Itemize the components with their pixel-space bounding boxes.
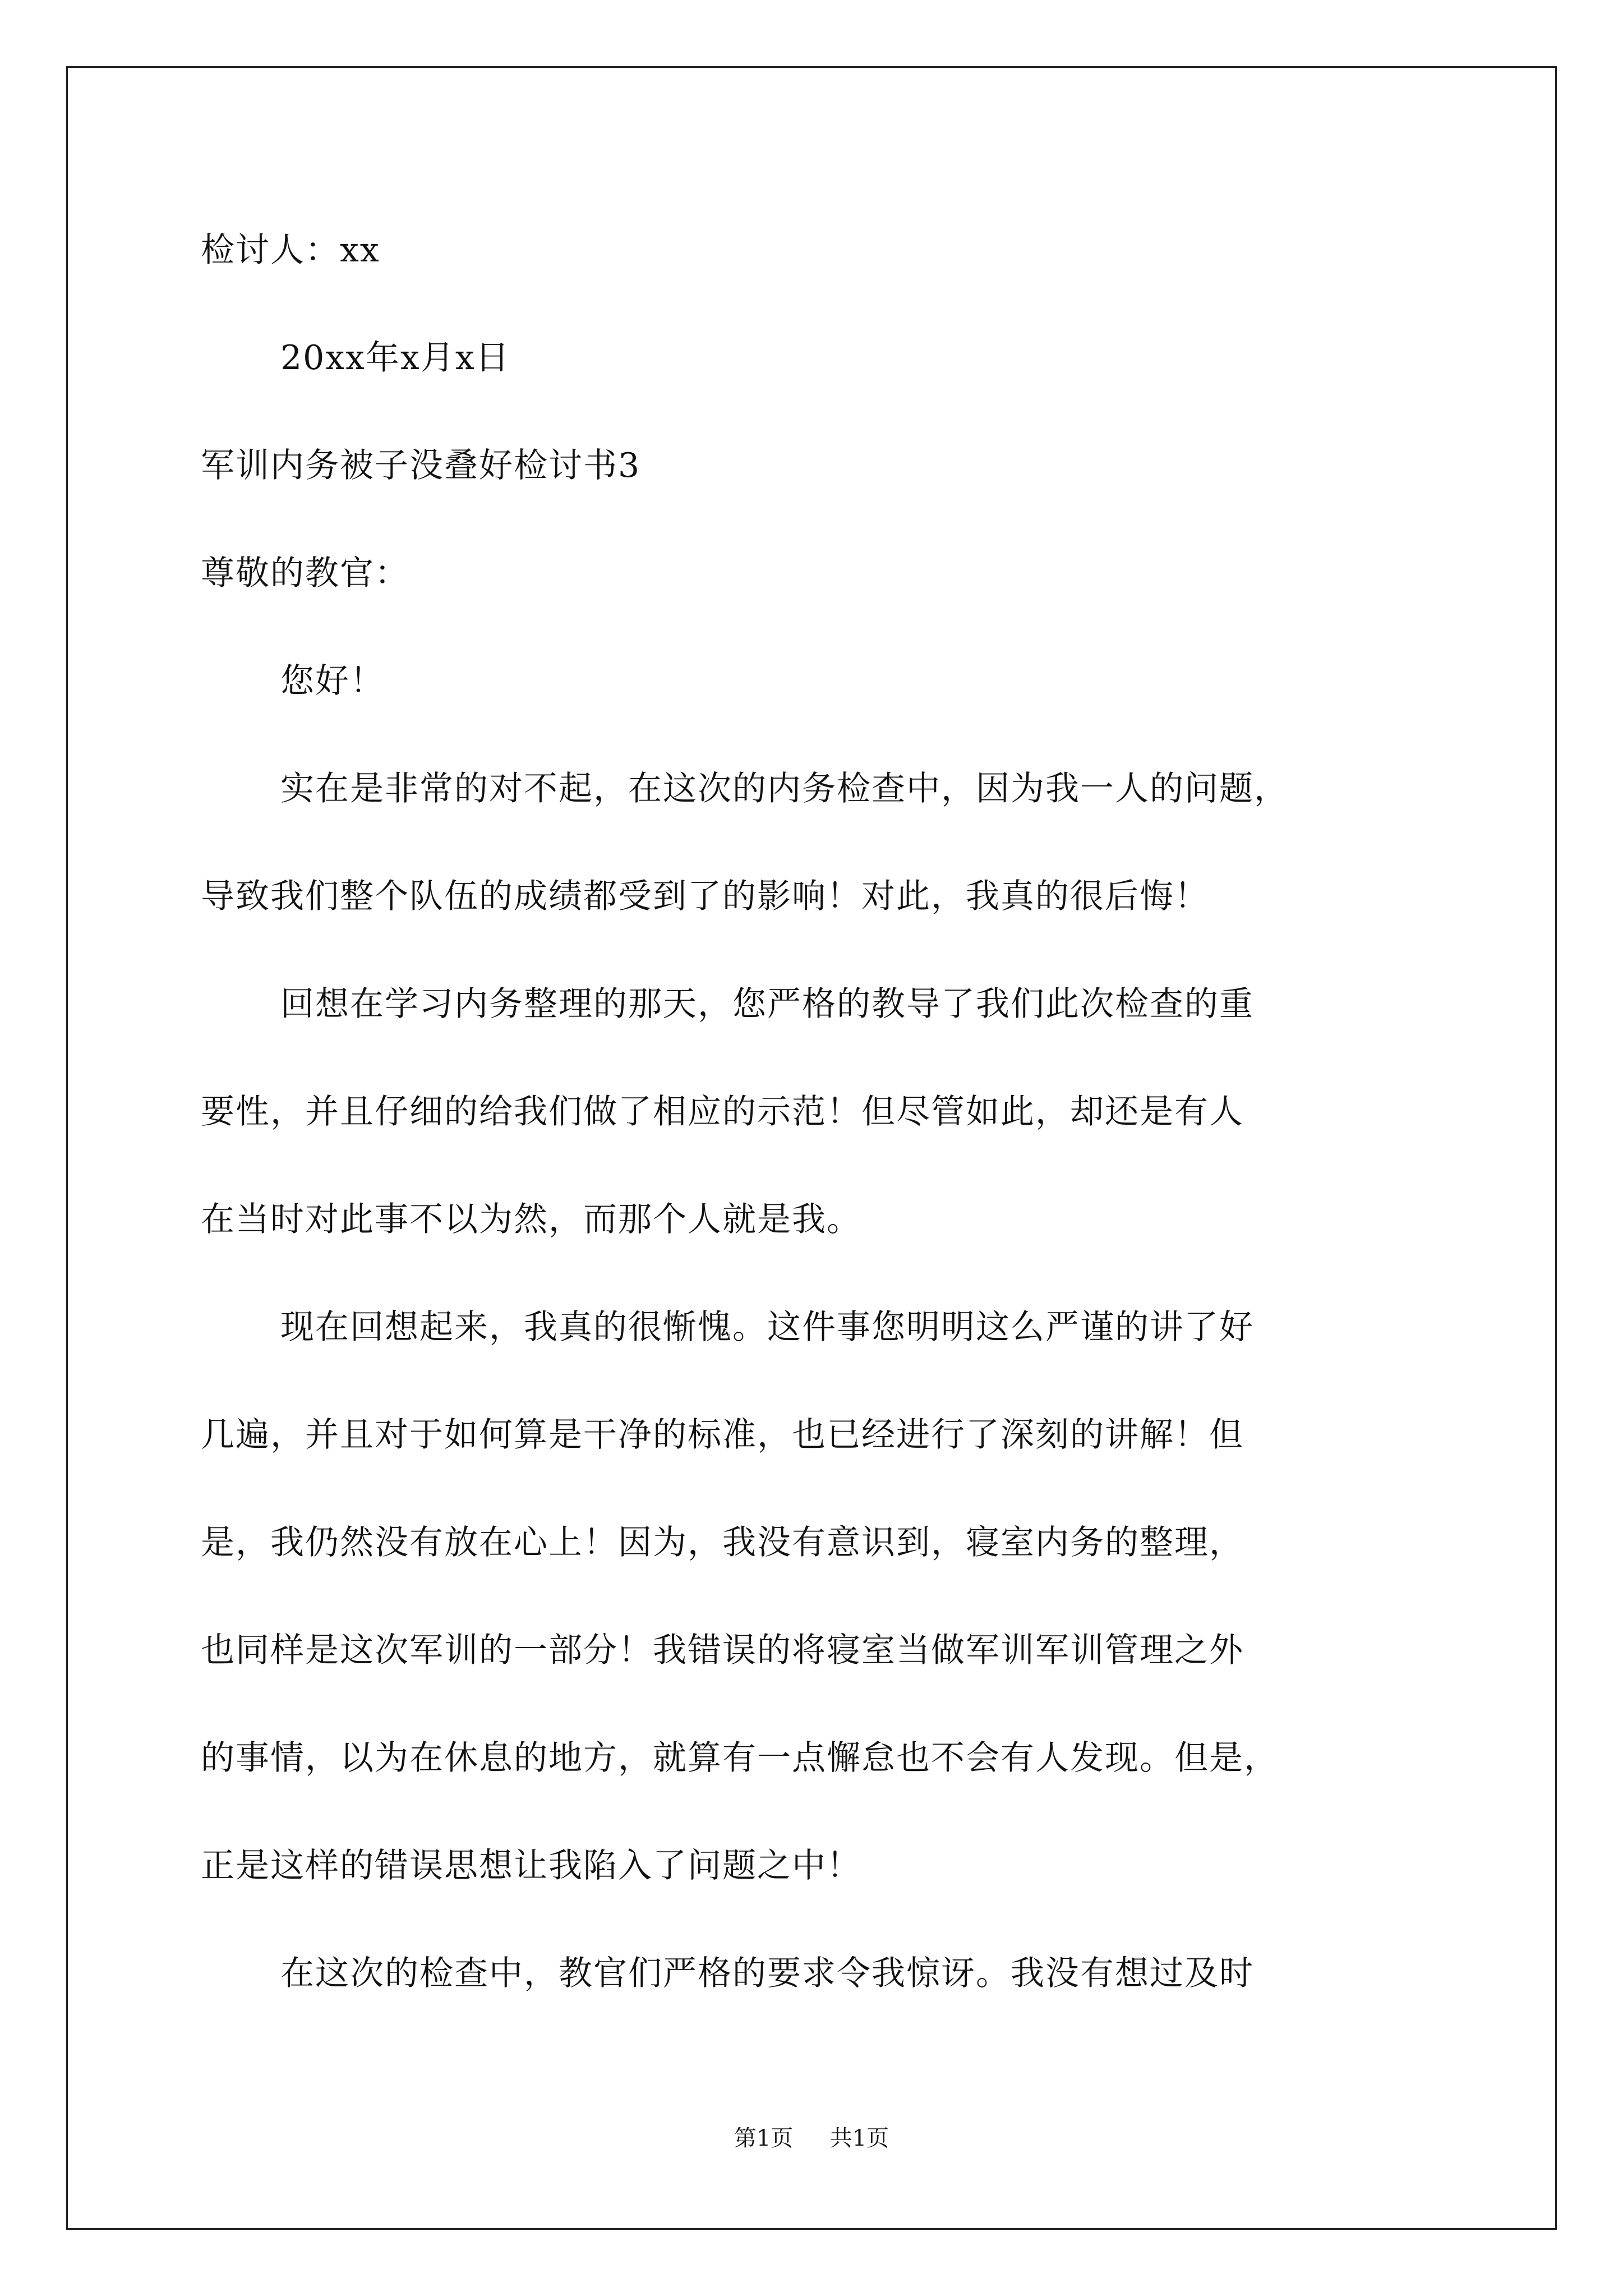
page-total: 共1页	[829, 2125, 889, 2151]
page-footer	[0, 2125, 1623, 2152]
body-line: 是，我仍然没有放在心上！因为，我没有意识到，寝室内务的整理，	[201, 1523, 1244, 1562]
body-line: 几遍，并且对于如何算是干净的标准，也已经进行了深刻的讲解！但	[201, 1415, 1244, 1455]
body-line: 的事情，以为在休息的地方，就算有一点懈怠也不会有人发现。但是，	[201, 1738, 1279, 1778]
body-line: 要性，并且仔细的给我们做了相应的示范！但尽管如此，却还是有人	[201, 1092, 1244, 1131]
body-line: 也同样是这次军训的一部分！我错误的将寝室当做军训军训管理之外	[201, 1631, 1244, 1670]
page-border	[66, 66, 1557, 2230]
body-line: 在当时对此事不以为然，而那个人就是我。	[201, 1200, 861, 1239]
body-line: 实在是非常的对不起，在这次的内务检查中，因为我一人的问题，	[280, 769, 1289, 808]
body-line: 在这次的检查中，教官们严格的要求令我惊讶。我没有想过及时	[280, 1954, 1254, 1993]
body-line: 导致我们整个队伍的成绩都受到了的影响！对此，我真的很后悔！	[201, 877, 1209, 916]
date-line: 20xx年x月x日	[280, 338, 510, 378]
signature-line: 检讨人：xx	[201, 231, 380, 270]
body-line: 现在回想起来，我真的很惭愧。这件事您明明这么严谨的讲了好	[280, 1308, 1254, 1347]
body-line: 正是这样的错误思想让我陷入了问题之中！	[201, 1846, 861, 1885]
salutation: 尊敬的教官：	[201, 554, 409, 593]
page-number: 第1页	[734, 2125, 794, 2151]
body-line: 回想在学习内务整理的那天，您严格的教导了我们此次检查的重	[280, 984, 1254, 1024]
greeting: 您好！	[280, 661, 385, 701]
section-title: 军训内务被子没叠好检讨书3	[201, 446, 641, 485]
